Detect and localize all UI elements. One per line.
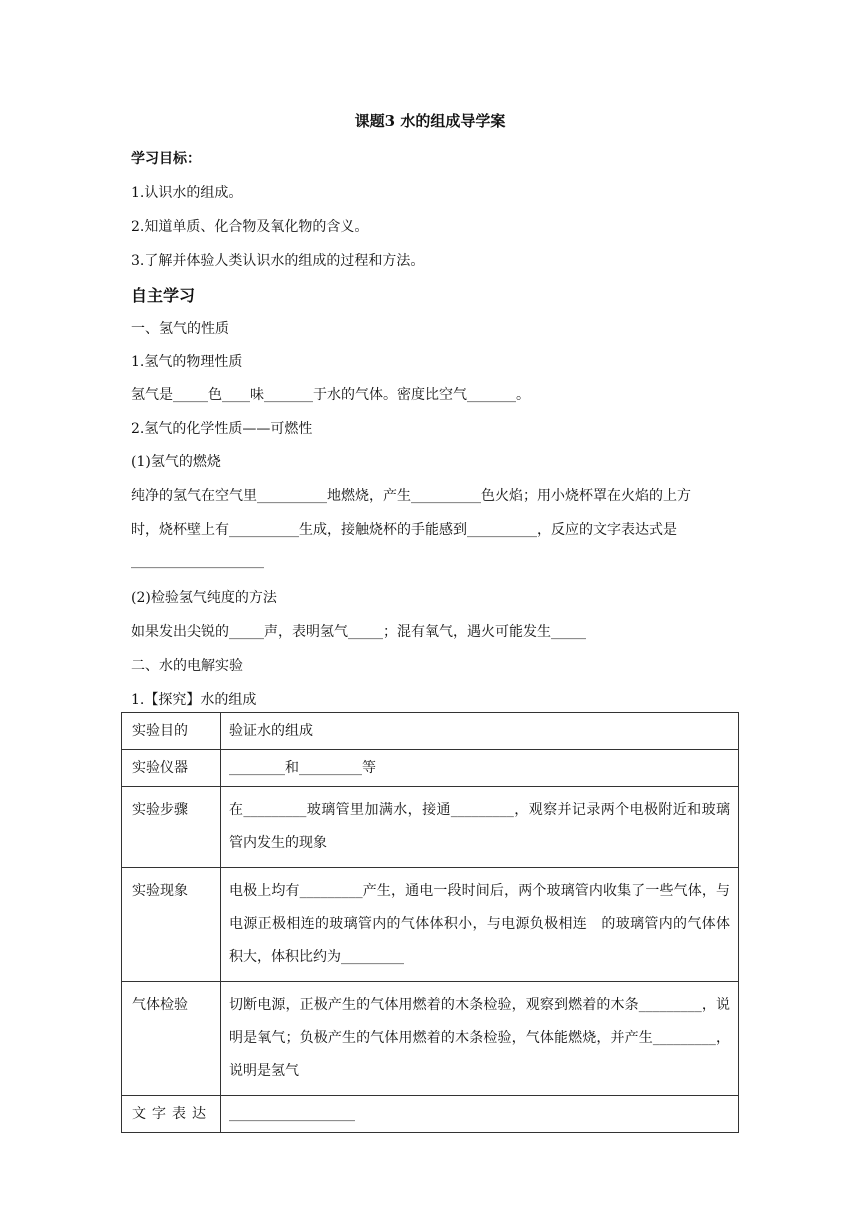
row-content: 切断电源，正极产生的气体用燃着的木条检验，观察到燃着的木条_________，说明是氧气；负极产生的气体用燃着的木条检验，气体能燃烧，并产生_________，说明是氢气: [221, 982, 739, 1096]
explore-heading: 1.【探究】水的组成: [131, 692, 257, 708]
row-label: 实验现象: [122, 868, 221, 982]
row-label: 气体检验: [122, 982, 221, 1096]
table-row: [122, 982, 739, 1096]
row-label: 文字表达: [122, 1096, 221, 1133]
self-study-heading: 自主学习: [131, 286, 196, 305]
row-label: 实验步骤: [122, 787, 221, 868]
purity-text: 如果发出尖锐的_____声，表明氢气_____；混有氧气，遇火可能发生_____: [131, 624, 586, 640]
experiment-table: [121, 712, 739, 1133]
table-row: [122, 868, 739, 982]
table-row: [122, 787, 739, 868]
row-label: 实验仪器: [122, 750, 221, 787]
row-content: 验证水的组成: [221, 713, 739, 750]
page-title: 课题3 水的组成导学案: [354, 112, 506, 130]
row-content: ________和_________等: [221, 750, 739, 787]
objective-item: 1.认识水的组成。: [131, 185, 243, 201]
objective-item: 2.知道单质、化合物及氧化物的含义。: [131, 219, 369, 235]
hydrogen-section-heading: 一、氢气的性质: [131, 321, 229, 337]
row-content: 电极上均有_________产生，通电一段时间后，两个玻璃管内收集了一些气体，与电源正极相连的玻璃管内的气体体积小，与电源负极相连 的玻璃管内的气体体积大，体积比约为_________: [221, 868, 739, 982]
physical-properties-heading: 1.氢气的物理性质: [131, 354, 243, 370]
burning-heading: (1)氢气的燃烧: [131, 454, 221, 470]
table-row: [122, 1096, 739, 1133]
purity-heading: (2)检验氢气纯度的方法: [131, 590, 277, 606]
objective-item: 3.了解并体验人类认识水的组成的过程和方法。: [131, 253, 425, 269]
row-content: 在_________玻璃管里加满水，接通_________，观察并记录两个电极附近和玻璃管内发生的现象: [221, 787, 739, 868]
chemical-properties-heading: 2.氢气的化学性质——可燃性: [131, 421, 313, 437]
burning-text-line: 纯净的氢气在空气里__________地燃烧，产生__________色火焰；用小烧杯罩在火焰的上方: [131, 488, 691, 504]
burning-text-line: 时，烧杯壁上有__________生成，接触烧杯的手能感到__________，反应的文字表达式是: [131, 522, 677, 538]
table-row: [122, 750, 739, 787]
electrolysis-section-heading: 二、水的电解实验: [131, 658, 243, 674]
row-content: __________________: [221, 1096, 739, 1133]
physical-properties-text: 氢气是_____色____味_______于水的气体。密度比空气_______。: [131, 387, 530, 403]
table-row: [122, 713, 739, 750]
burning-text-line: ___________________: [131, 553, 264, 569]
objectives-heading: 学习目标：: [131, 151, 201, 167]
row-label: 实验目的: [122, 713, 221, 750]
